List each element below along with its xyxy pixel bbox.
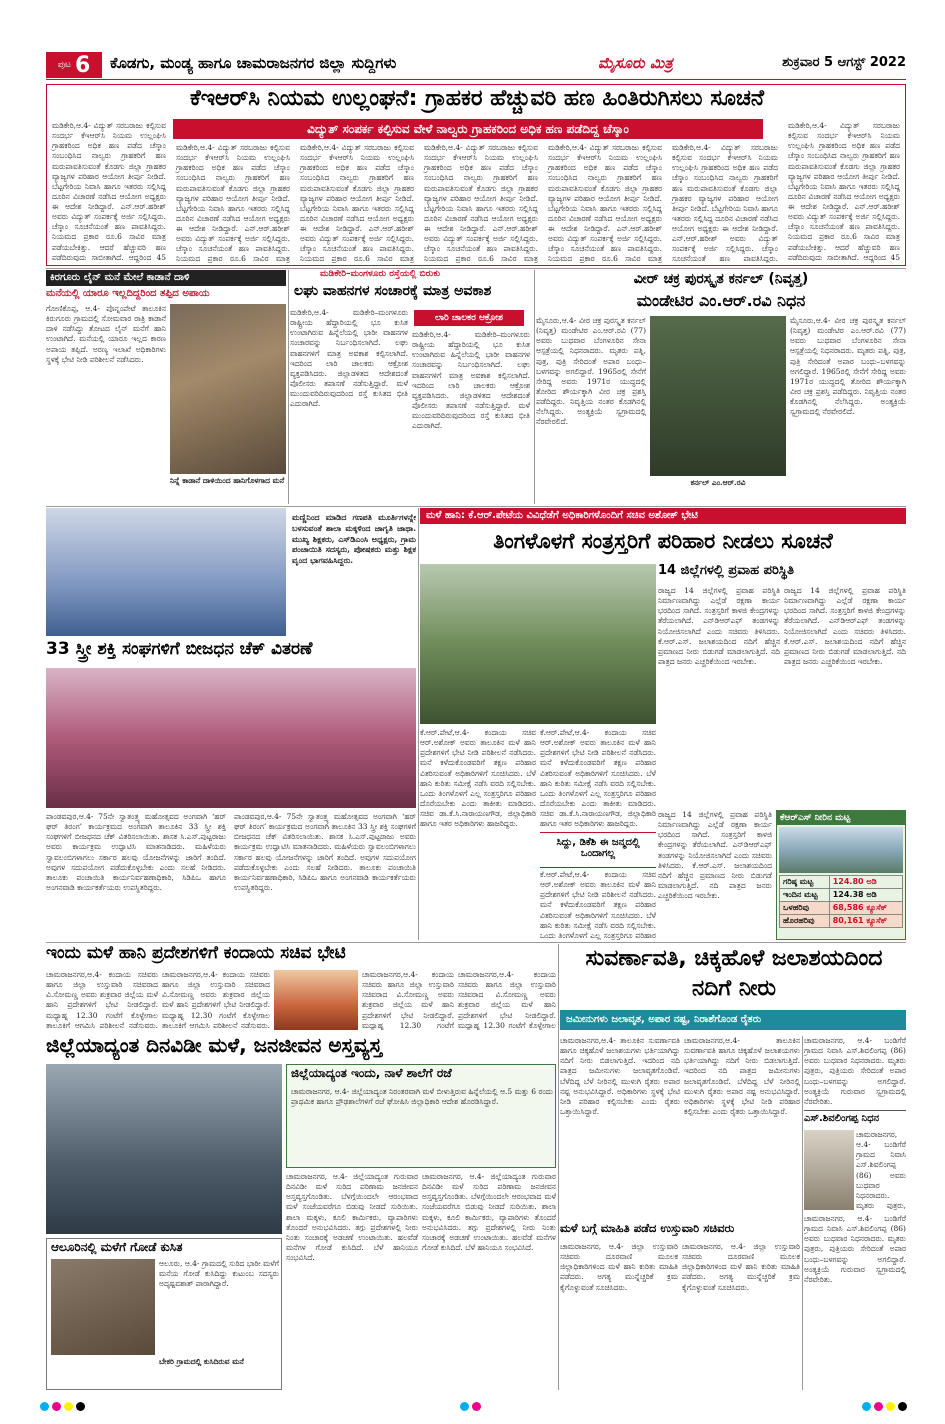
registration-dot xyxy=(460,1402,469,1411)
body-col-2: ಚಾಮರಾಜನಗರ, ಆ.4- ಜಿಲ್ಲಾ ಉಸ್ತುವಾರಿ ಸಚಿವರು ದೂರವಾಣಿ ಮೂಲಕ ಜಿಲ್ಲಾಧಿಕಾರಿಗಳಿಂದ ಮಳೆ ಹಾನಿ ಕುರಿತು ಮಾಹಿತಿ ಪಡೆದರು. ಅಗತ್ಯ ಮುನ್ನೆಚ್ಚರಿಕೆ ಕ್ರಮ ಕೈಗೊಳ್ಳುವಂತೆ ಸೂಚಿಸಿದರು. xyxy=(682,1242,800,1292)
story-incharge-minister xyxy=(560,1222,800,1390)
registration-dot xyxy=(886,1402,895,1411)
subhead: ಜಮೀನುಗಳು ಜಲಾವೃತ, ಅಪಾರ ನಷ್ಟ, ನಿರಾಶೆಗೊಂಡ ರೈತರು xyxy=(560,1010,906,1030)
caption: ಕರ್ನಲ್ ಎಂ.ಆರ್.ರವಿ xyxy=(690,478,746,487)
body-col-7: ಮಡಿಕೇರಿ,ಆ.4- ವಿದ್ಯುತ್ ಸರಬರಾಜು ಕಲ್ಪಿಸುವ ಸಂದರ್ಭ ಕೆಇಆರ್‌ಸಿ ನಿಯಮ ಉಲ್ಲಂಘಿಸಿ ಗ್ರಾಹಕರಿಂದ ಅಧಿಕ ಹಣ ಪಡೆದ ಚೆಸ್ಕಾಂ ಸಂಬಂಧಿಸಿದ ನಾಲ್ವರು ಗ್ರಾಹಕರಿಗೆ ಹಣ ಮರುಪಾವತಿಸುವಂತೆ ಕೊಡಗು ಜಿಲ್ಲಾ ಗ್ರಾಹಕರ ವ್ಯಾಜ್ಯಗಳ ಪರಿಹಾರ ಆಯೋಗ ತೀರ್ಪು ನೀಡಿದೆ. ಬೆಟ್ಟಗೇರಿಯ ನಿವಾಸಿ ಹಾಗೂ ಇತರರು ಸಲ್ಲಿಸಿದ್ದ ದೂರಿನ ವಿಚಾರಣೆ ನಡೆಸಿದ ಆಯೋಗ ಅಧ್ಯಕ್ಷರು ಈ ಆದೇಶ ನೀಡಿದ್ದಾರೆ. ಎನ್.ಆರ್.ಹರೀಶ್ ಅವರು ವಿದ್ಯುತ್ ಸಂಪರ್ಕಕ್ಕೆ ಅರ್ಜಿ ಸಲ್ಲಿಸಿದ್ದರು. ಚೆಸ್ಕಾಂ ಸೂಚನೆಯಂತೆ ಹಣ ಪಾವತಿಸಿದ್ದರು. ನಿಯಮದ ಪ್ರಕಾರ ರೂ.6 ಸಾವಿರ ಮಾತ್ರ ಪಡೆಯಬೇಕಿತ್ತು. ಆದರೆ ಹೆಚ್ಚುವರಿ ಹಣ ಪಡೆದಿರುವುದು ಸಾಬೀತಾಗಿದೆ. ಆದ್ದರಿಂದ 45 xyxy=(788,121,900,262)
row-value: 124.38 ಅಡಿ xyxy=(829,889,902,902)
page-number: 6 xyxy=(74,52,91,78)
row-label: ಒಳಹರಿವು xyxy=(780,902,830,915)
story-colonel xyxy=(536,270,906,504)
body-col-3: ರಾಜ್ಯದ 14 ಜಿಲ್ಲೆಗಳಲ್ಲಿ ಪ್ರವಾಹ ಪರಿಸ್ಥಿತಿ ನಿರ್ಮಾಣವಾಗಿದ್ದು ಎಲ್ಲೆಡೆ ರಕ್ಷಣಾ ಕಾರ್ಯ ಭರದಿಂದ ಸಾಗಿದೆ. ಸಂತ್ರಸ್ತರಿಗೆ ಕಾಳಜಿ ಕೇಂದ್ರಗಳನ್ನು ತೆರೆಯಲಾಗಿದೆ. ಎನ್‌ಡಿಆರ್‌ಎಫ್ ತಂಡಗಳನ್ನು ನಿಯೋಜಿಸಲಾಗಿದೆ ಎಂದು ಸಚಿವರು ತಿಳಿಸಿದರು. ಕೆ.ಆರ್.ಎಸ್. ಜಲಾಶಯದಿಂದ ನದಿಗೆ ಹೆಚ್ಚಿನ ಪ್ರಮಾಣದ ನೀರು ಬಿಡುಗಡೆ ಮಾಡಲಾಗುತ್ತಿದೆ. ನದಿ ಪಾತ್ರದ ಜನರು ಎಚ್ಚರಿಕೆಯಿಂದ ಇರಬೇಕು. xyxy=(658,810,772,900)
kicker: ಕಿರಗೂರು ಲೈನ್ ಮನೆ ಮೇಲೆ ಕಾಡಾನೆ ದಾಳಿ xyxy=(46,270,286,286)
body-col-4: ಮಡಿಕೇರಿ,ಆ.4- ವಿದ್ಯುತ್ ಸರಬರಾಜು ಕಲ್ಪಿಸುವ ಸಂದರ್ಭ ಕೆಇಆರ್‌ಸಿ ನಿಯಮ ಉಲ್ಲಂಘಿಸಿ ಗ್ರಾಹಕರಿಂದ ಅಧಿಕ ಹಣ ಪಡೆದ ಚೆಸ್ಕಾಂ ಸಂಬಂಧಿಸಿದ ನಾಲ್ವರು ಗ್ರಾಹಕರಿಗೆ ಹಣ ಮರುಪಾವತಿಸುವಂತೆ ಕೊಡಗು ಜಿಲ್ಲಾ ಗ್ರಾಹಕರ ವ್ಯಾಜ್ಯಗಳ ಪರಿಹಾರ ಆಯೋಗ ತೀರ್ಪು ನೀಡಿದೆ. ಬೆಟ್ಟಗೇರಿಯ ನಿವಾಸಿ ಹಾಗೂ ಇತರರು ಸಲ್ಲಿಸಿದ್ದ ದೂರಿನ ವಿಚಾರಣೆ ನಡೆಸಿದ ಆಯೋಗ ಅಧ್ಯಕ್ಷರು ಈ ಆದೇಶ ನೀಡಿದ್ದಾರೆ. ಎನ್.ಆರ್.ಹರೀಶ್ ಅವರು ವಿದ್ಯುತ್ ಸಂಪರ್ಕಕ್ಕೆ ಅರ್ಜಿ ಸಲ್ಲಿಸಿದ್ದರು. ಚೆಸ್ಕಾಂ ಸೂಚನೆಯಂತೆ ಹಣ ಪಾವತಿಸಿದ್ದರು. ನಿಯಮದ ಪ್ರಕಾರ ರೂ.6 ಸಾವಿರ ಮಾತ್ರ xyxy=(424,143,538,263)
row-value: 124.80 ಅಡಿ xyxy=(829,876,902,889)
photo-colonel xyxy=(650,316,786,476)
caption: ನಿನ್ನೆ ಕಾಡಾನೆ ದಾಳಿಯಿಂದ ಹಾನಿಗೊಳಗಾದ ಮನೆ xyxy=(170,476,285,485)
body-col-6: ಮಡಿಕೇರಿ,ಆ.4- ವಿದ್ಯುತ್ ಸರಬರಾಜು ಕಲ್ಪಿಸುವ ಸಂದರ್ಭ ಕೆಇಆರ್‌ಸಿ ನಿಯಮ ಉಲ್ಲಂಘಿಸಿ ಗ್ರಾಹಕರಿಂದ ಅಧಿಕ ಹಣ ಪಡೆದ ಚೆಸ್ಕಾಂ ಸಂಬಂಧಿಸಿದ ನಾಲ್ವರು ಗ್ರಾಹಕರಿಗೆ ಹಣ ಮರುಪಾವತಿಸುವಂತೆ ಕೊಡಗು ಜಿಲ್ಲಾ ಗ್ರಾಹಕರ ವ್ಯಾಜ್ಯಗಳ ಪರಿಹಾರ ಆಯೋಗ ತೀರ್ಪು ನೀಡಿದೆ. ಬೆಟ್ಟಗೇರಿಯ ನಿವಾಸಿ ಹಾಗೂ ಇತರರು ಸಲ್ಲಿಸಿದ್ದ ದೂರಿನ ವಿಚಾರಣೆ ನಡೆಸಿದ ಆಯೋಗ ಅಧ್ಯಕ್ಷರು ಈ ಆದೇಶ ನೀಡಿದ್ದಾರೆ. ಎನ್.ಆರ್.ಹರೀಶ್ ಅವರು ವಿದ್ಯುತ್ ಸಂಪರ್ಕಕ್ಕೆ ಅರ್ಜಿ ಸಲ್ಲಿಸಿದ್ದರು. ಚೆಸ್ಕಾಂ ಸೂಚನೆಯಂತೆ ಹಣ ಪಾವತಿಸಿದ್ದರು. xyxy=(672,143,778,263)
story-road xyxy=(290,270,532,504)
story-stree-shakti xyxy=(46,640,416,940)
headline: ಸುವರ್ಣಾವತಿ, ಚಿಕ್ಕಹೊಳೆ ಜಲಾಶಯದಿಂದ ನದಿಗೆ ನೀರು xyxy=(585,946,883,1001)
body-col-1: ರಾಜ್ಯದ 14 ಜಿಲ್ಲೆಗಳಲ್ಲಿ ಪ್ರವಾಹ ಪರಿಸ್ಥಿತಿ ನಿರ್ಮಾಣವಾಗಿದ್ದು ಎಲ್ಲೆಡೆ ರಕ್ಷಣಾ ಕಾರ್ಯ ಭರದಿಂದ ಸಾಗಿದೆ. ಸಂತ್ರಸ್ತರಿಗೆ ಕಾಳಜಿ ಕೇಂದ್ರಗಳನ್ನು ತೆರೆಯಲಾಗಿದೆ. ಎನ್‌ಡಿಆರ್‌ಎಫ್ ತಂಡಗಳನ್ನು ನಿಯೋಜಿಸಲಾಗಿದೆ ಎಂದು ಸಚಿವರು ತಿಳಿಸಿದರು. ಕೆ.ಆರ್.ಎಸ್. ಜಲಾಶಯದಿಂದ ನದಿಗೆ ಹೆಚ್ಚಿನ ಪ್ರಮಾಣದ ನೀರು ಬಿಡುಗಡೆ ಮಾಡಲಾಗುತ್ತಿದೆ. ನದಿ ಪಾತ್ರದ ಜನರು ಎಚ್ಚರಿಕೆಯಿಂದ ಇರಬೇಕು. xyxy=(658,586,780,666)
subhead: ವಿದ್ಯುತ್ ಸಂಪರ್ಕ ಕಲ್ಪಿಸುವ ವೇಳೆ ನಾಲ್ವರು ಗ್ರಾಹಕರಿಂದ ಅಧಿಕ ಹಣ ಪಡೆದಿದ್ದ ಚೆಸ್ಕಾಂ xyxy=(173,119,763,139)
body-top: ಚಾಮರಾಜನಗರ, ಆ.4- ಬಂಡಿಗೆರೆ ಗ್ರಾಮದ ನಿವಾಸಿ ಎಸ್.ಶಿವಲಿಂಗಪ್ಪ (86) ಅವರು ಬುಧವಾರ ನಿಧನರಾದರು. ಮೃತರು ಪುತ್ರರು, ಪುತ್ರಿಯರು ಸೇರಿದಂತೆ ಅಪಾರ ಬಂಧು–ಬಳಗವನ್ನು ಅಗಲಿದ್ದಾರೆ. ಅಂತ್ಯಕ್ರಿಯೆ ಗುರುವಾರ ಸ್ವಗ್ರಾಮದಲ್ಲಿ ನೆರವೇರಿತು. xyxy=(804,1036,906,1106)
registration-dot xyxy=(76,1402,85,1411)
body-col-3: ಚಾಮರಾಜನಗರ,ಆ.4- ಕಂದಾಯ ಸಚಿವರು ಹಾಗೂ ಜಿಲ್ಲಾ ಉಸ್ತುವಾರಿ ಸಚಿವರಾದ ವಿ.ಸೋಮಣ್ಣ ಅವರು ಶುಕ್ರವಾರ ಜಿಲ್ಲೆಯ ಮಳೆ ಹಾನಿ ಪ್ರದೇಶಗಳಿಗೆ ಭೇಟಿ ನೀಡಲಿದ್ದಾರೆ. ಮಧ್ಯಾಹ್ನ 12.30 ಗಂಟೆಗೆ xyxy=(362,970,454,1030)
body-col-3: ಕೆ.ಆರ್.ಪೇಟೆ,ಆ.4- ಕಂದಾಯ ಸಚಿವ ಆರ್.ಅಶೋಕ್ ಅವರು ತಾಲೂಕಿನ ಮಳೆ ಹಾನಿ ಪ್ರದೇಶಗಳಿಗೆ ಭೇಟಿ ನೀಡಿ ಪರಿಶೀಲನೆ ನಡೆಸಿದರು. ಮನೆ ಕಳೆದುಕೊಂಡವರಿಗೆ ತಕ್ಷಣ ಪರಿಹಾರ ವಿತರಿಸುವಂತೆ ಅಧಿಕಾರಿಗಳಿಗೆ ಸೂಚಿಸಿದರು. ಬೆಳೆ ಹಾನಿ ಕುರಿತು ಸಮೀಕ್ಷೆ ನಡೆಸಿ ವರದಿ ಸಲ್ಲಿಸಬೇಕು. ಒಂದು ತಿಂಗಳೊಳಗೆ ಎಲ್ಲ ಸಂತ್ರಸ್ತರಿಗೂ ಪರಿಹಾರ xyxy=(540,870,656,940)
headline: ಕೆಇಆರ್‌ಸಿ ನಿಯಮ ಉಲ್ಲಂಘನೆ: ಗ್ರಾಹಕರ ಹೆಚ್ಚುವರಿ ಹಣ ಹಿಂತಿರುಗಿಸಲು ಸೂಚನೆ xyxy=(189,87,765,111)
caption: ಬೇಕರಿ ಗ್ರಾಮದಲ್ಲಿ ಕುಸಿದಿರುವ ಮನೆ xyxy=(159,1357,244,1366)
photo-umbrella-crowd xyxy=(46,1064,282,1234)
masthead-rule xyxy=(46,79,906,80)
kicker: ಮಳೆ ಹಾನಿ: ಕೆ.ಆರ್.ಪೇಟೆಯ ವಿವಿಧೆಡೆಗೆ ಅಧಿಕಾರಿಗಳೊಂದಿಗೆ ಸಚಿವ ಅಶೋಕ್ ಭೇಟಿ xyxy=(420,508,906,524)
headline: ಮಳೆ ಬಗ್ಗೆ ಮಾಹಿತಿ ಪಡೆದ ಉಸ್ತುವಾರಿ ಸಚಿವರು xyxy=(560,1222,735,1235)
headline-line-2: ಮಂಡೇಟಿರ ಎಂ.ಆರ್.ರವಿ ನಿಧನ xyxy=(636,292,806,310)
krs-table xyxy=(779,875,903,939)
divider xyxy=(46,268,906,269)
table-row xyxy=(780,902,903,915)
photo-school-children xyxy=(46,508,286,636)
photo-collapsed-wall xyxy=(51,1259,155,1355)
krs-box xyxy=(776,810,906,940)
reservoirs-body-col-1: ಚಾಮರಾಜನಗರ,ಆ.4- ತಾಲೂಕಿನ ಸುವರ್ಣಾವತಿ ಹಾಗೂ ಚಿಕ್ಕಹೊಳೆ ಜಲಾಶಯಗಳು ಭರ್ತಿಯಾಗಿದ್ದು ನದಿಗೆ ನೀರು ಬಿಡಲಾಗುತ್ತಿದೆ. ಇದರಿಂದ ನದಿ ಪಾತ್ರದ ಜಮೀನುಗಳು ಜಲಾವೃತಗೊಂಡಿವೆ. ಬೆಳೆದಿದ್ದ ಬೆಳೆ ನೀರಿನಲ್ಲಿ ಮುಳುಗಿ ರೈತರು ಅಪಾರ ನಷ್ಟ ಅನುಭವಿಸಿದ್ದಾರೆ. ಅಧಿಕಾರಿಗಳು ಸ್ಥಳಕ್ಕೆ ಭೇಟಿ ನೀಡಿ ಪರಿಹಾರ ಕಲ್ಪಿಸಬೇಕು ಎಂದು ರೈತರು ಒತ್ತಾಯಿಸಿದ್ದಾರೆ. xyxy=(560,1036,680,1116)
photo-krs-dam xyxy=(779,827,903,873)
issue-date: ಶುಕ್ರವಾರ 5 ಆಗಸ್ಟ್ 2022 xyxy=(782,56,906,70)
row-label: ಇಂದಿನ ಮಟ್ಟ xyxy=(780,889,830,902)
body-col-4: ಚಾಮರಾಜನಗರ,ಆ.4- ಕಂದಾಯ ಸಚಿವರು ಹಾಗೂ ಜಿಲ್ಲಾ ಉಸ್ತುವಾರಿ ಸಚಿವರಾದ ವಿ.ಸೋಮಣ್ಣ ಅವರು ಶುಕ್ರವಾರ ಜಿಲ್ಲೆಯ ಮಳೆ ಹಾನಿ ಪ್ರದೇಶಗಳಿಗೆ ಭೇಟಿ ನೀಡಲಿದ್ದಾರೆ. ಮಧ್ಯಾಹ್ನ 12.30 ಗಂಟೆಗೆ ಕೊಳ್ಳೇಗಾಲ xyxy=(458,970,556,1030)
body-col-2: ಚಾಮರಾಜನಗರ,ಆ.4- ಕಂದಾಯ ಸಚಿವರು ಹಾಗೂ ಜಿಲ್ಲಾ ಉಸ್ತುವಾರಿ ಸಚಿವರಾದ ವಿ.ಸೋಮಣ್ಣ ಅವರು ಶುಕ್ರವಾರ ಜಿಲ್ಲೆಯ ಮಳೆ ಹಾನಿ ಪ್ರದೇಶಗಳಿಗೆ ಭೇಟಿ ನೀಡಲಿದ್ದಾರೆ. ಮಧ್ಯಾಹ್ನ 12.30 ಗಂಟೆಗೆ ಕೊಳ್ಳೇಗಾಲ ತಾಲೂಕಿಗೆ ಆಗಮಿಸಿ ಪರಿಶೀಲನೆ ನಡೆಸುವರು. xyxy=(162,970,270,1030)
box-body: ಚಾಮರಾಜನಗರ, ಆ.4- ಜಿಲ್ಲೆಯಾದ್ಯಂತ ನಿರಂತರವಾಗಿ ಮಳೆ ಬೀಳುತ್ತಿರುವ ಹಿನ್ನೆಲೆಯಲ್ಲಿ ಆ.5 ಮತ್ತು 6 ರಂದು ಪ್ರಾಥಮಿಕ ಹಾಗೂ ಪ್ರೌಢಶಾಲೆಗಳಿಗೆ ರಜೆ ಘೋಷಿಸಿ ಜಿಲ್ಲಾಧಿಕಾರಿ ಆದೇಶ ಹೊರಡಿಸಿದ್ದಾರೆ. xyxy=(291,1087,553,1107)
body-bottom: ಚಾಮರಾಜನಗರ, ಆ.4- ಬಂಡಿಗೆರೆ ಗ್ರಾಮದ ನಿವಾಸಿ ಎಸ್.ಶಿವಲಿಂಗಪ್ಪ (86) ಅವರು ಬುಧವಾರ ನಿಧನರಾದರು. ಮೃತರು ಪುತ್ರರು, ಪುತ್ರಿಯರು ಸೇರಿದಂತೆ ಅಪಾರ ಬಂಧು–ಬಳಗವನ್ನು ಅಗಲಿದ್ದಾರೆ. ಅಂತ್ಯಕ್ರಿಯೆ ಗುರುವಾರ ಸ್ವಗ್ರಾಮದಲ್ಲಿ ನೆರವೇರಿತು. xyxy=(804,1214,906,1284)
body-col-1: ಮೈಸೂರು,ಆ.4- ವೀರ ಚಕ್ರ ಪುರಸ್ಕೃತ ಕರ್ನಲ್ (ನಿವೃತ್ತ) ಮಂಡೇಟಿರ ಎಂ.ಆರ್.ರವಿ (77) ಅವರು ಬುಧವಾರ ಬೆಂಗಳೂರಿನ ಸೇನಾ ಆಸ್ಪತ್ರೆಯಲ್ಲಿ ನಿಧನರಾದರು. ಮೃತರು ಪತ್ನಿ, ಪುತ್ರ, ಪುತ್ರಿ ಸೇರಿದಂತೆ ಅಪಾರ ಬಂಧು–ಬಳಗವನ್ನು ಅಗಲಿದ್ದಾರೆ. 1965ರಲ್ಲಿ ಸೇನೆಗೆ ಸೇರಿದ್ದ ಅವರು 1971ರ ಯುದ್ಧದಲ್ಲಿ ತೋರಿದ ಶೌರ್ಯಕ್ಕಾಗಿ ವೀರ ಚಕ್ರ ಪ್ರಶಸ್ತಿ ಪಡೆದಿದ್ದರು. ನಿವೃತ್ತಿಯ ನಂತರ ಕೊಡಗಿನಲ್ಲಿ ನೆಲೆಸಿದ್ದರು. ಅಂತ್ಯಕ್ರಿಯೆ ಸ್ವಗ್ರಾಮದಲ್ಲಿ ನೆರವೇರಲಿದೆ. xyxy=(536,316,646,427)
body-col-3: ಮಡಿಕೇರಿ,ಆ.4- ವಿದ್ಯುತ್ ಸರಬರಾಜು ಕಲ್ಪಿಸುವ ಸಂದರ್ಭ ಕೆಇಆರ್‌ಸಿ ನಿಯಮ ಉಲ್ಲಂಘಿಸಿ ಗ್ರಾಹಕರಿಂದ ಅಧಿಕ ಹಣ ಪಡೆದ ಚೆಸ್ಕಾಂ ಸಂಬಂಧಿಸಿದ ನಾಲ್ವರು ಗ್ರಾಹಕರಿಗೆ ಹಣ ಮರುಪಾವತಿಸುವಂತೆ ಕೊಡಗು ಜಿಲ್ಲಾ ಗ್ರಾಹಕರ ವ್ಯಾಜ್ಯಗಳ ಪರಿಹಾರ ಆಯೋಗ ತೀರ್ಪು ನೀಡಿದೆ. ಬೆಟ್ಟಗೇರಿಯ ನಿವಾಸಿ ಹಾಗೂ ಇತರರು ಸಲ್ಲಿಸಿದ್ದ ದೂರಿನ ವಿಚಾರಣೆ ನಡೆಸಿದ ಆಯೋಗ ಅಧ್ಯಕ್ಷರು ಈ ಆದೇಶ ನೀಡಿದ್ದಾರೆ. ಎನ್.ಆರ್.ಹರೀಶ್ ಅವರು ವಿದ್ಯುತ್ ಸಂಪರ್ಕಕ್ಕೆ ಅರ್ಜಿ ಸಲ್ಲಿಸಿದ್ದರು. ಚೆಸ್ಕಾಂ ಸೂಚನೆಯಂತೆ ಹಣ ಪಾವತಿಸಿದ್ದರು. ನಿಯಮದ ಪ್ರಕಾರ ರೂ.6 ಸಾವಿರ ಮಾತ್ರ xyxy=(300,143,414,263)
body-col-2: ಪಾಂಡವಪುರ,ಆ.4- 75ನೇ ಸ್ವಾತಂತ್ರ್ಯ ಮಹೋತ್ಸವದ ಅಂಗವಾಗಿ ‘ಹರ್ ಘರ್ ತಿರಂಗ’ ಕಾರ್ಯಕ್ರಮದ ಅಂಗವಾಗಿ ತಾಲೂಕಿನ 33 ಸ್ತ್ರೀ ಶಕ್ತಿ ಸಂಘಗಳಿಗೆ ಬೀಜಧನದ ಚೆಕ್ ವಿತರಿಸಲಾಯಿತು. ಶಾಸಕ ಸಿ.ಎಸ್.ಪುಟ್ಟರಾಜು ಅವರು ಕಾರ್ಯಕ್ರಮ ಉದ್ಘಾಟಿಸಿ ಮಾತನಾಡಿದರು. ಮಹಿಳೆಯರು ಸ್ವಾವಲಂಬಿಗಳಾಗಲು ಸರ್ಕಾರ ಹಲವು ಯೋಜನೆಗಳನ್ನು ಜಾರಿಗೆ ತಂದಿದೆ. ಅವುಗಳ ಸದುಪಯೋಗ ಪಡೆದುಕೊಳ್ಳಬೇಕು ಎಂದು ಸಲಹೆ ನೀಡಿದರು. ತಾಲೂಕು ಪಂಚಾಯಿತಿ ಕಾರ್ಯನಿರ್ವಹಣಾಧಿಕಾರಿ, ಸಿಡಿಪಿಒ ಹಾಗೂ ಅಂಗನವಾಡಿ ಕಾರ್ಯಕರ್ತೆಯರು ಉಪಸ್ಥಿತರಿದ್ದರು. xyxy=(234,812,416,892)
body-col-2: ಮಡಿಕೇರಿ,ಆ.4- ಮಡಿಕೇರಿ–ಮಂಗಳೂರು ರಾಷ್ಟ್ರೀಯ ಹೆದ್ದಾರಿಯಲ್ಲಿ ಭೂ ಕುಸಿತ ಉಂಟಾಗಿರುವ ಹಿನ್ನೆಲೆಯಲ್ಲಿ ಭಾರೀ ವಾಹನಗಳ ಸಂಚಾರವನ್ನು ನಿರ್ಬಂಧಿಸಲಾಗಿದೆ. ಲಘು ವಾಹನಗಳಿಗೆ ಮಾತ್ರ ಅವಕಾಶ ಕಲ್ಪಿಸಲಾಗಿದೆ. ಇದರಿಂದ ಲಾರಿ ಚಾಲಕರು ಆಕ್ರೋಶ ವ್ಯಕ್ತಪಡಿಸಿದರು. ಜಿಲ್ಲಾಡಳಿತದ ಆದೇಶದಂತೆ ಪೊಲೀಸರು ತಪಾಸಣೆ ನಡೆಸುತ್ತಿದ್ದಾರೆ. ಮಳೆ ಮುಂದುವರಿದಿರುವುದರಿಂದ ರಸ್ತೆ ಕುಸಿತದ ಭೀತಿ ಎದುರಾಗಿದೆ. xyxy=(412,330,530,431)
body-col-1: ಪಾಂಡವಪುರ,ಆ.4- 75ನೇ ಸ್ವಾತಂತ್ರ್ಯ ಮಹೋತ್ಸವದ ಅಂಗವಾಗಿ ‘ಹರ್ ಘರ್ ತಿರಂಗ’ ಕಾರ್ಯಕ್ರಮದ ಅಂಗವಾಗಿ ತಾಲೂಕಿನ 33 ಸ್ತ್ರೀ ಶಕ್ತಿ ಸಂಘಗಳಿಗೆ ಬೀಜಧನದ ಚೆಕ್ ವಿತರಿಸಲಾಯಿತು. ಶಾಸಕ ಸಿ.ಎಸ್.ಪುಟ್ಟರಾಜು ಅವರು ಕಾರ್ಯಕ್ರಮ ಉದ್ಘಾಟಿಸಿ ಮಾತನಾಡಿದರು. ಮಹಿಳೆಯರು ಸ್ವಾವಲಂಬಿಗಳಾಗಲು ಸರ್ಕಾರ ಹಲವು ಯೋಜನೆಗಳನ್ನು ಜಾರಿಗೆ ತಂದಿದೆ. ಅವುಗಳ ಸದುಪಯೋಗ ಪಡೆದುಕೊಳ್ಳಬೇಕು ಎಂದು ಸಲಹೆ ನೀಡಿದರು. ತಾಲೂಕು ಪಂಚಾಯಿತಿ ಕಾರ್ಯನಿರ್ವಹಣಾಧಿಕಾರಿ, ಸಿಡಿಪಿಒ ಹಾಗೂ ಅಂಗನವಾಡಿ ಕಾರ್ಯಕರ್ತೆಯರು ಉಪಸ್ಥಿತರಿದ್ದರು. xyxy=(46,812,226,892)
registration-dot xyxy=(862,1402,871,1411)
divider xyxy=(418,508,419,940)
divider xyxy=(288,270,289,504)
page-badge xyxy=(46,52,102,78)
headline: 33 ಸ್ತ್ರೀ ಶಕ್ತಿ ಸಂಘಗಳಿಗೆ ಬೀಜಧನ ಚೆಕ್ ವಿತರಣೆ xyxy=(46,640,313,659)
body-col-1: ಮಡಿಕೇರಿ,ಆ.4- ವಿದ್ಯುತ್ ಸರಬರಾಜು ಕಲ್ಪಿಸುವ ಸಂದರ್ಭ ಕೆಇಆರ್‌ಸಿ ನಿಯಮ ಉಲ್ಲಂಘಿಸಿ ಗ್ರಾಹಕರಿಂದ ಅಧಿಕ ಹಣ ಪಡೆದ ಚೆಸ್ಕಾಂ ಸಂಬಂಧಿಸಿದ ನಾಲ್ವರು ಗ್ರಾಹಕರಿಗೆ ಹಣ ಮರುಪಾವತಿಸುವಂತೆ ಕೊಡಗು ಜಿಲ್ಲಾ ಗ್ರಾಹಕರ ವ್ಯಾಜ್ಯಗಳ ಪರಿಹಾರ ಆಯೋಗ ತೀರ್ಪು ನೀಡಿದೆ. ಬೆಟ್ಟಗೇರಿಯ ನಿವಾಸಿ ಹಾಗೂ ಇತರರು ಸಲ್ಲಿಸಿದ್ದ ದೂರಿನ ವಿಚಾರಣೆ ನಡೆಸಿದ ಆಯೋಗ ಅಧ್ಯಕ್ಷರು ಈ ಆದೇಶ ನೀಡಿದ್ದಾರೆ. ಎನ್.ಆರ್.ಹರೀಶ್ ಅವರು ವಿದ್ಯುತ್ ಸಂಪರ್ಕಕ್ಕೆ ಅರ್ಜಿ ಸಲ್ಲಿಸಿದ್ದರು. ಚೆಸ್ಕಾಂ ಸೂಚನೆಯಂತೆ ಹಣ ಪಾವತಿಸಿದ್ದರು. ನಿಯಮದ ಪ್ರಕಾರ ರೂ.6 ಸಾವಿರ ಮಾತ್ರ ಪಡೆಯಬೇಕಿತ್ತು. ಆದರೆ ಹೆಚ್ಚುವರಿ ಹಣ ಪಡೆದಿರುವುದು ಸಾಬೀತಾಗಿದೆ. ಆದ್ದರಿಂದ 45 xyxy=(52,121,166,262)
body: ಆಲೂರು, ಆ.4- ಗ್ರಾಮದಲ್ಲಿ ಸುರಿದ ಭಾರೀ ಮಳೆಗೆ ಮನೆಯ ಗೋಡೆ ಕುಸಿದಿದ್ದು ಕುಟುಂಬ ಸದಸ್ಯರು ಅದೃಷ್ಟವಶಾತ್ ಪಾರಾಗಿದ್ದಾರೆ. xyxy=(159,1259,279,1289)
story-reservoirs xyxy=(560,944,906,1032)
reservoirs-body-col-2: ಚಾಮರಾಜನಗರ,ಆ.4- ತಾಲೂಕಿನ ಸುವರ್ಣಾವತಿ ಹಾಗೂ ಚಿಕ್ಕಹೊಳೆ ಜಲಾಶಯಗಳು ಭರ್ತಿಯಾಗಿದ್ದು ನದಿಗೆ ನೀರು ಬಿಡಲಾಗುತ್ತಿದೆ. ಇದರಿಂದ ನದಿ ಪಾತ್ರದ ಜಮೀನುಗಳು ಜಲಾವೃತಗೊಂಡಿವೆ. ಬೆಳೆದಿದ್ದ ಬೆಳೆ ನೀರಿನಲ್ಲಿ ಮುಳುಗಿ ರೈತರು ಅಪಾರ ನಷ್ಟ ಅನುಭವಿಸಿದ್ದಾರೆ. ಅಧಿಕಾರಿಗಳು ಸ್ಥಳಕ್ಕೆ ಭೇಟಿ ನೀಡಿ ಪರಿಹಾರ ಕಲ್ಪಿಸಬೇಕು ಎಂದು ರೈತರು ಒತ್ತಾಯಿಸಿದ್ದಾರೆ. xyxy=(684,1036,800,1116)
divider xyxy=(534,270,535,504)
photo-minister-portrait xyxy=(274,970,358,1030)
row-value: 68,586 ಕ್ಯೂಸೆಕ್ xyxy=(829,902,902,915)
body-col-2: ಮೈಸೂರು,ಆ.4- ವೀರ ಚಕ್ರ ಪುರಸ್ಕೃತ ಕರ್ನಲ್ (ನಿವೃತ್ತ) ಮಂಡೇಟಿರ ಎಂ.ಆರ್.ರವಿ (77) ಅವರು ಬುಧವಾರ ಬೆಂಗಳೂರಿನ ಸೇನಾ ಆಸ್ಪತ್ರೆಯಲ್ಲಿ ನಿಧನರಾದರು. ಮೃತರು ಪತ್ನಿ, ಪುತ್ರ, ಪುತ್ರಿ ಸೇರಿದಂತೆ ಅಪಾರ ಬಂಧು–ಬಳಗವನ್ನು ಅಗಲಿದ್ದಾರೆ. 1965ರಲ್ಲಿ ಸೇನೆಗೆ ಸೇರಿದ್ದ ಅವರು 1971ರ ಯುದ್ಧದಲ್ಲಿ ತೋರಿದ ಶೌರ್ಯಕ್ಕಾಗಿ ವೀರ ಚಕ್ರ ಪ್ರಶಸ್ತಿ ಪಡೆದಿದ್ದರು. ನಿವೃತ್ತಿಯ ನಂತರ ಕೊಡಗಿನಲ್ಲಿ ನೆಲೆಸಿದ್ದರು. ಅಂತ್ಯಕ್ರಿಯೆ ಸ್ವಗ್ರಾಮದಲ್ಲಿ ನೆರವೇರಲಿದೆ. xyxy=(790,316,906,417)
story-shivalingappa xyxy=(804,1036,906,1390)
registration-dot xyxy=(64,1402,73,1411)
registration-dot xyxy=(472,1402,481,1411)
caption: ಮಣ್ಣಿನಿಂದ ಮಾಡಿದ ಗಣಪತಿ ಮೂರ್ತಿಗಳನ್ನೇ ಬಳಸುವಂತೆ ಶಾಲಾ ಮಕ್ಕಳಿಂದ ಜಾಗೃತಿ ಜಾಥಾ. ಮುಖ್ಯ ಶಿಕ್ಷಕರು, ಎಸ್‌ಡಿಎಂಸಿ ಅಧ್ಯಕ್ಷರು, ಗ್ರಾಮ ಪಂಚಾಯಿತಿ ಸದಸ್ಯರು, ಪೋಷಕರು ಮತ್ತು ಶಿಕ್ಷಕ ವೃಂದ ಭಾಗವಹಿಸಿದ್ದರು. xyxy=(292,512,416,566)
photo-obituary-portrait xyxy=(804,1130,854,1210)
divider xyxy=(802,1036,803,1390)
headline: ಜಿಲ್ಲೆಯಾದ್ಯಂತ ದಿನವಿಡೀ ಮಳೆ, ಜನಜೀವನ ಅಸ್ತವ್ಯಸ್ತ xyxy=(46,1034,382,1057)
krs-box-title: ಕೆಆರ್‌ಎಸ್ ನೀರಿನ ಮಟ್ಟ xyxy=(777,811,905,825)
box-title: ಜಿಲ್ಲೆಯಾದ್ಯಂತ ಇಂದು, ನಾಳೆ ಶಾಲೆಗೆ ರಜೆ xyxy=(291,1067,452,1080)
body-col-1: ಚಾಮರಾಜನಗರ,ಆ.4- ಕಂದಾಯ ಸಚಿವರು ಹಾಗೂ ಜಿಲ್ಲಾ ಉಸ್ತುವಾರಿ ಸಚಿವರಾದ ವಿ.ಸೋಮಣ್ಣ ಅವರು ಶುಕ್ರವಾರ ಜಿಲ್ಲೆಯ ಮಳೆ ಹಾನಿ ಪ್ರದೇಶಗಳಿಗೆ ಭೇಟಿ ನೀಡಲಿದ್ದಾರೆ. ಮಧ್ಯಾಹ್ನ 12.30 ಗಂಟೆಗೆ ಕೊಳ್ಳೇಗಾಲ ತಾಲೂಕಿಗೆ ಆಗಮಿಸಿ ಪರಿಶೀಲನೆ ನಡೆಸುವರು. xyxy=(46,970,158,1030)
section-title: ಕೊಡಗು, ಮಂಡ್ಯ ಹಾಗೂ ಚಾಮರಾಜನಗರ ಜಿಲ್ಲಾ ಸುದ್ದಿಗಳು xyxy=(110,55,397,72)
divider xyxy=(46,506,906,507)
table-row xyxy=(780,889,903,902)
body-col-5: ಮಡಿಕೇರಿ,ಆ.4- ವಿದ್ಯುತ್ ಸರಬರಾಜು ಕಲ್ಪಿಸುವ ಸಂದರ್ಭ ಕೆಇಆರ್‌ಸಿ ನಿಯಮ ಉಲ್ಲಂಘಿಸಿ ಗ್ರಾಹಕರಿಂದ ಅಧಿಕ ಹಣ ಪಡೆದ ಚೆಸ್ಕಾಂ ಸಂಬಂಧಿಸಿದ ನಾಲ್ವರು ಗ್ರಾಹಕರಿಗೆ ಹಣ ಮರುಪಾವತಿಸುವಂತೆ ಕೊಡಗು ಜಿಲ್ಲಾ ಗ್ರಾಹಕರ ವ್ಯಾಜ್ಯಗಳ ಪರಿಹಾರ ಆಯೋಗ ತೀರ್ಪು ನೀಡಿದೆ. ಬೆಟ್ಟಗೇರಿಯ ನಿವಾಸಿ ಹಾಗೂ ಇತರರು ಸಲ್ಲಿಸಿದ್ದ ದೂರಿನ ವಿಚಾರಣೆ ನಡೆಸಿದ ಆಯೋಗ ಅಧ್ಯಕ್ಷರು ಈ ಆದೇಶ ನೀಡಿದ್ದಾರೆ. ಎನ್.ಆರ್.ಹರೀಶ್ ಅವರು ವಿದ್ಯುತ್ ಸಂಪರ್ಕಕ್ಕೆ ಅರ್ಜಿ ಸಲ್ಲಿಸಿದ್ದರು. ಚೆಸ್ಕಾಂ ಸೂಚನೆಯಂತೆ ಹಣ ಪಾವತಿಸಿದ್ದರು. ನಿಯಮದ ಪ್ರಕಾರ ರೂ.6 ಸಾವಿರ ಮಾತ್ರ xyxy=(548,143,662,263)
body-col-1: ಮಡಿಕೇರಿ,ಆ.4- ಮಡಿಕೇರಿ–ಮಂಗಳೂರು ರಾಷ್ಟ್ರೀಯ ಹೆದ್ದಾರಿಯಲ್ಲಿ ಭೂ ಕುಸಿತ ಉಂಟಾಗಿರುವ ಹಿನ್ನೆಲೆಯಲ್ಲಿ ಭಾರೀ ವಾಹನಗಳ ಸಂಚಾರವನ್ನು ನಿರ್ಬಂಧಿಸಲಾಗಿದೆ. ಲಘು ವಾಹನಗಳಿಗೆ ಮಾತ್ರ ಅವಕಾಶ ಕಲ್ಪಿಸಲಾಗಿದೆ. ಇದರಿಂದ ಲಾರಿ ಚಾಲಕರು ಆಕ್ರೋಶ ವ್ಯಕ್ತಪಡಿಸಿದರು. ಜಿಲ್ಲಾಡಳಿತದ ಆದೇಶದಂತೆ ಪೊಲೀಸರು ತಪಾಸಣೆ ನಡೆಸುತ್ತಿದ್ದಾರೆ. ಮಳೆ ಮುಂದುವರಿದಿರುವುದರಿಂದ ರಸ್ತೆ ಕುಸಿತದ ಭೀತಿ ಎದುರಾಗಿದೆ. xyxy=(290,308,408,409)
kicker: ಮಡಿಕೇರಿ–ಮಂಗಳೂರು ರಸ್ತೆಯಲ್ಲಿ ಬಿರುಕು xyxy=(320,270,441,279)
row-label: ಹೊರಹರಿವು xyxy=(780,915,830,928)
body-col-1: ಚಾಮರಾಜನಗರ, ಆ.4- ಜಿಲ್ಲಾ ಉಸ್ತುವಾರಿ ಸಚಿವರು ದೂರವಾಣಿ ಮೂಲಕ ಜಿಲ್ಲಾಧಿಕಾರಿಗಳಿಂದ ಮಳೆ ಹಾನಿ ಕುರಿತು ಮಾಹಿತಿ ಪಡೆದರು. ಅಗತ್ಯ ಮುನ್ನೆಚ್ಚರಿಕೆ ಕ್ರಮ ಕೈಗೊಳ್ಳುವಂತೆ ಸೂಚಿಸಿದರು. xyxy=(560,1242,678,1292)
body: ಚಾಮರಾಜನಗರ, ಆ.4- ಬಂಡಿಗೆರೆ ಗ್ರಾಮದ ನಿವಾಸಿ ಎಸ್.ಶಿವಲಿಂಗಪ್ಪ (86) ಅವರು ಬುಧವಾರ ನಿಧನರಾದರು. ಮೃತರು ಪುತ್ರರು, xyxy=(856,1130,906,1210)
tag: ಲಾರಿ ಚಾಲಕರ ಆಕ್ರೋಶ xyxy=(414,310,524,326)
divider xyxy=(558,944,559,1390)
masthead xyxy=(46,50,906,80)
body: ಗೋಣಿಕೊಪ್ಪ, ಆ.4- ಪೊನ್ನಂಪೇಟೆ ತಾಲೂಕಿನ ಕಿರುಗೂರು ಗ್ರಾಮದಲ್ಲಿ ಸೋಮವಾರ ರಾತ್ರಿ ಕಾಡಾನೆ ದಾಳಿ ನಡೆಸಿದ್ದು ತೋಟದ ಲೈನ್ ಮನೆಗೆ ಹಾನಿ ಉಂಟಾಗಿದೆ. ಮನೆಯಲ್ಲಿ ಯಾರೂ ಇಲ್ಲದ ಕಾರಣ ಅಪಾಯ ತಪ್ಪಿದೆ. ಅರಣ್ಯ ಇಲಾಖೆ ಅಧಿಕಾರಿಗಳು ಸ್ಥಳಕ್ಕೆ ಭೇಟಿ ನೀಡಿ ಪರಿಶೀಲನೆ ನಡೆಸಿದರು. xyxy=(46,304,166,364)
divider xyxy=(46,942,906,943)
body-col-1: ಚಾಮರಾಜನಗರ, ಆ.4- ಜಿಲ್ಲೆಯಾದ್ಯಂತ ಗುರುವಾರ ದಿನವಿಡೀ ಮಳೆ ಸುರಿದ ಪರಿಣಾಮ ಜನಜೀವನ ಅಸ್ತವ್ಯಸ್ತಗೊಂಡಿತು. ಬೆಳಗ್ಗೆಯಿಂದಲೇ ಆರಂಭವಾದ ಮಳೆ ಸಂಜೆಯವರೆಗೂ ಬಿಡುವು ನೀಡದೆ ಸುರಿಯಿತು. ಶಾಲಾ ಮಕ್ಕಳು, ಕೂಲಿ ಕಾರ್ಮಿಕರು, ವ್ಯಾಪಾರಿಗಳು ತೊಂದರೆ ಅನುಭವಿಸಿದರು. ತಗ್ಗು ಪ್ರದೇಶಗಳಲ್ಲಿ ನೀರು ನಿಂತು ಸಂಚಾರಕ್ಕೆ ಅಡಚಣೆ ಉಂಟಾಯಿತು. ಹಲವೆಡೆ ಮನೆಗಳ ಗೋಡೆ ಕುಸಿದಿದೆ. ಬೆಳೆ ಹಾನಿಯೂ ಸಂಭವಿಸಿದೆ. xyxy=(286,1172,418,1262)
registration-dot xyxy=(52,1402,61,1411)
headline-line-1: ವೀರ್ ಚಕ್ರ ಪುರಸ್ಕೃತ ಕರ್ನಲ್ (ನಿವೃತ್ತ) xyxy=(633,272,809,287)
pullquote: ಸಿದ್ದು, ಡಿಕೆಶಿ ಈ ಜನ್ಮದಲ್ಲಿ ಒಂದಾಗಲ್ಲ xyxy=(540,832,656,868)
photo-damaged-house xyxy=(170,304,286,474)
story-floods xyxy=(658,564,906,940)
registration-dot xyxy=(898,1402,907,1411)
body-col-2: ಕೆ.ಆರ್.ಪೇಟೆ,ಆ.4- ಕಂದಾಯ ಸಚಿವ ಆರ್.ಅಶೋಕ್ ಅವರು ತಾಲೂಕಿನ ಮಳೆ ಹಾನಿ ಪ್ರದೇಶಗಳಿಗೆ ಭೇಟಿ ನೀಡಿ ಪರಿಶೀಲನೆ ನಡೆಸಿದರು. ಮನೆ ಕಳೆದುಕೊಂಡವರಿಗೆ ತಕ್ಷಣ ಪರಿಹಾರ ವಿತರಿಸುವಂತೆ ಅಧಿಕಾರಿಗಳಿಗೆ ಸೂಚಿಸಿದರು. ಬೆಳೆ ಹಾನಿ ಕುರಿತು ಸಮೀಕ್ಷೆ ನಡೆಸಿ ವರದಿ ಸಲ್ಲಿಸಬೇಕು. ಒಂದು ತಿಂಗಳೊಳಗೆ ಎಲ್ಲ ಸಂತ್ರಸ್ತರಿಗೂ ಪರಿಹಾರ ದೊರೆಯಬೇಕು ಎಂದು ತಾಕೀತು ಮಾಡಿದರು. ಸಚಿವ ಡಾ.ಕೆ.ಸಿ.ನಾರಾಯಣಗೌಡ, ಜಿಲ್ಲಾಧಿಕಾರಿ ಹಾಗೂ ಇತರ ಅಧಿಕಾರಿಗಳು ಹಾಜರಿದ್ದರು. xyxy=(540,728,656,828)
body-col-1: ಕೆ.ಆರ್.ಪೇಟೆ,ಆ.4- ಕಂದಾಯ ಸಚಿವ ಆರ್.ಅಶೋಕ್ ಅವರು ತಾಲೂಕಿನ ಮಳೆ ಹಾನಿ ಪ್ರದೇಶಗಳಿಗೆ ಭೇಟಿ ನೀಡಿ ಪರಿಶೀಲನೆ ನಡೆಸಿದರು. ಮನೆ ಕಳೆದುಕೊಂಡವರಿಗೆ ತಕ್ಷಣ ಪರಿಹಾರ ವಿತರಿಸುವಂತೆ ಅಧಿಕಾರಿಗಳಿಗೆ ಸೂಚಿಸಿದರು. ಬೆಳೆ ಹಾನಿ ಕುರಿತು ಸಮೀಕ್ಷೆ ನಡೆಸಿ ವರದಿ ಸಲ್ಲಿಸಬೇಕು. ಒಂದು ತಿಂಗಳೊಳಗೆ ಎಲ್ಲ ಸಂತ್ರಸ್ತರಿಗೂ ಪರಿಹಾರ ದೊರೆಯಬೇಕು ಎಂದು ತಾಕೀತು ಮಾಡಿದರು. ಸಚಿವ ಡಾ.ಕೆ.ಸಿ.ನಾರಾಯಣಗೌಡ, ಜಿಲ್ಲಾಧಿಕಾರಿ ಹಾಗೂ ಇತರ ಅಧಿಕಾರಿಗಳು ಹಾಜರಿದ್ದರು. xyxy=(420,728,536,829)
headline: ಮನೆಯಲ್ಲಿ ಯಾರೂ ಇಲ್ಲದಿದ್ದರಿಂದ ತಪ್ಪಿದ ಅಪಾಯ xyxy=(46,288,210,299)
headline: ಇಂದು ಮಳೆ ಹಾನಿ ಪ್ರದೇಶಗಳಿಗೆ ಕಂದಾಯ ಸಚಿವ ಭೇಟಿ xyxy=(46,944,346,963)
headline: ತಿಂಗಳೊಳಗೆ ಸಂತ್ರಸ್ತರಿಗೆ ಪರಿಹಾರ ನೀಡಲು ಸೂಚನೆ xyxy=(493,530,833,553)
body-col-2: ಮಡಿಕೇರಿ,ಆ.4- ವಿದ್ಯುತ್ ಸರಬರಾಜು ಕಲ್ಪಿಸುವ ಸಂದರ್ಭ ಕೆಇಆರ್‌ಸಿ ನಿಯಮ ಉಲ್ಲಂಘಿಸಿ ಗ್ರಾಹಕರಿಂದ ಅಧಿಕ ಹಣ ಪಡೆದ ಚೆಸ್ಕಾಂ ಸಂಬಂಧಿಸಿದ ನಾಲ್ವರು ಗ್ರಾಹಕರಿಗೆ ಹಣ ಮರುಪಾವತಿಸುವಂತೆ ಕೊಡಗು ಜಿಲ್ಲಾ ಗ್ರಾಹಕರ ವ್ಯಾಜ್ಯಗಳ ಪರಿಹಾರ ಆಯೋಗ ತೀರ್ಪು ನೀಡಿದೆ. ಬೆಟ್ಟಗೇರಿಯ ನಿವಾಸಿ ಹಾಗೂ ಇತರರು ಸಲ್ಲಿಸಿದ್ದ ದೂರಿನ ವಿಚಾರಣೆ ನಡೆಸಿದ ಆಯೋಗ ಅಧ್ಯಕ್ಷರು ಈ ಆದೇಶ ನೀಡಿದ್ದಾರೆ. ಎನ್.ಆರ್.ಹರೀಶ್ ಅವರು ವಿದ್ಯುತ್ ಸಂಪರ್ಕಕ್ಕೆ ಅರ್ಜಿ ಸಲ್ಲಿಸಿದ್ದರು. ಚೆಸ್ಕಾಂ ಸೂಚನೆಯಂತೆ ಹಣ ಪಾವತಿಸಿದ್ದರು. ನಿಯಮದ ಪ್ರಕಾರ ರೂ.6 ಸಾವಿರ ಮಾತ್ರ xyxy=(176,143,290,263)
registration-dot xyxy=(874,1402,883,1411)
body-col-2: ರಾಜ್ಯದ 14 ಜಿಲ್ಲೆಗಳಲ್ಲಿ ಪ್ರವಾಹ ಪರಿಸ್ಥಿತಿ ನಿರ್ಮಾಣವಾಗಿದ್ದು ಎಲ್ಲೆಡೆ ರಕ್ಷಣಾ ಕಾರ್ಯ ಭರದಿಂದ ಸಾಗಿದೆ. ಸಂತ್ರಸ್ತರಿಗೆ ಕಾಳಜಿ ಕೇಂದ್ರಗಳನ್ನು ತೆರೆಯಲಾಗಿದೆ. ಎನ್‌ಡಿಆರ್‌ಎಫ್ ತಂಡಗಳನ್ನು ನಿಯೋಜಿಸಲಾಗಿದೆ ಎಂದು ಸಚಿವರು ತಿಳಿಸಿದರು. ಕೆ.ಆರ್.ಎಸ್. ಜಲಾಶಯದಿಂದ ನದಿಗೆ ಹೆಚ್ಚಿನ ಪ್ರಮಾಣದ ನೀರು ಬಿಡುಗಡೆ ಮಾಡಲಾಗುತ್ತಿದೆ. ನದಿ ಪಾತ್ರದ ಜನರು ಎಚ್ಚರಿಕೆಯಿಂದ ಇರಬೇಕು. xyxy=(784,586,906,666)
story-kerc xyxy=(46,84,906,266)
headline: 14 ಜಿಲ್ಲೆಗಳಲ್ಲಿ ಪ್ರವಾಹ ಪರಿಸ್ಥಿತಿ xyxy=(658,564,794,578)
row-label: ಗರಿಷ್ಠ ಮಟ್ಟ xyxy=(780,876,830,889)
registration-dot xyxy=(40,1402,49,1411)
schools-holiday-box xyxy=(286,1064,556,1168)
photo-cheque-distribution xyxy=(46,668,416,808)
story-elephant xyxy=(46,270,286,504)
table-row xyxy=(780,915,903,928)
headline: ಆಲೂರಿನಲ್ಲಿ ಮಳೆಗೆ ಗೋಡೆ ಕುಸಿತ xyxy=(51,1241,183,1254)
headline: ಲಘು ವಾಹನಗಳ ಸಂಚಾರಕ್ಕೆ ಮಾತ್ರ ಅವಕಾಶ xyxy=(294,284,492,299)
story-aluru-wall xyxy=(46,1238,282,1390)
paper-name: ಮೈಸೂರು ಮಿತ್ರ xyxy=(598,54,673,72)
headline: ಎಸ್.ಶಿವಲಿಂಗಪ್ಪ ನಿಧನ xyxy=(804,1110,906,1126)
story-minister-today xyxy=(46,944,556,1030)
body-col-2: ಚಾಮರಾಜನಗರ, ಆ.4- ಜಿಲ್ಲೆಯಾದ್ಯಂತ ಗುರುವಾರ ದಿನವಿಡೀ ಮಳೆ ಸುರಿದ ಪರಿಣಾಮ ಜನಜೀವನ ಅಸ್ತವ್ಯಸ್ತಗೊಂಡಿತು. ಬೆಳಗ್ಗೆಯಿಂದಲೇ ಆರಂಭವಾದ ಮಳೆ ಸಂಜೆಯವರೆಗೂ ಬಿಡುವು ನೀಡದೆ ಸುರಿಯಿತು. ಶಾಲಾ ಮಕ್ಕಳು, ಕೂಲಿ ಕಾರ್ಮಿಕರು, ವ್ಯಾಪಾರಿಗಳು ತೊಂದರೆ ಅನುಭವಿಸಿದರು. ತಗ್ಗು ಪ್ರದೇಶಗಳಲ್ಲಿ ನೀರು ನಿಂತು ಸಂಚಾರಕ್ಕೆ ಅಡಚಣೆ ಉಂಟಾಯಿತು. ಹಲವೆಡೆ ಮನೆಗಳ ಗೋಡೆ ಕುಸಿದಿದೆ. ಬೆಳೆ ಹಾನಿಯೂ ಸಂಭವಿಸಿದೆ. xyxy=(422,1172,556,1252)
story-school xyxy=(46,508,416,636)
row-value: 80,161 ಕ್ಯೂಸೆಕ್ xyxy=(829,915,902,928)
table-row xyxy=(780,876,903,889)
photo-minister-visit xyxy=(420,564,656,724)
page-label: ಪುಟ xyxy=(57,60,71,70)
